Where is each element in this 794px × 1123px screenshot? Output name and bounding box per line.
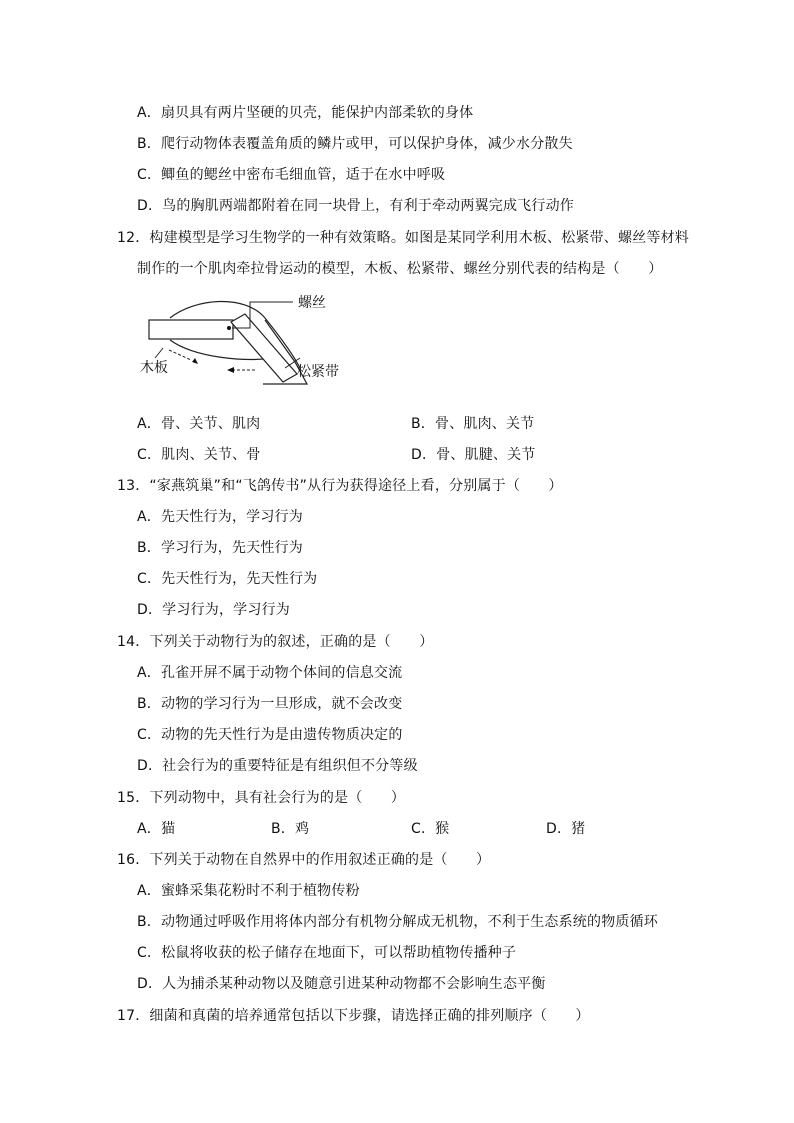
q14-option-d: D．社会行为的重要特征是有组织但不分等级 [137,758,418,774]
q12-stem-line2: 制作的一个肌肉牵拉骨运动的模型，木板、松紧带、螺丝分别代表的结构是（ ） [137,261,663,277]
q14-option-b: B．动物的学习行为一旦形成，就不会改变 [137,696,403,712]
q14-option-a: A．孔雀开屏不属于动物个体间的信息交流 [137,665,403,681]
q11-option-b: B．爬行动物体表覆盖角质的鳞片或甲，可以保护身体，减少水分散失 [137,136,573,152]
label-screw: 螺丝 [298,295,326,311]
dashed-arrow-left [169,350,191,360]
label-board: 木板 [140,360,168,376]
muscle-model-figure [135,288,365,398]
screw-dot [227,326,231,330]
q17-stem: 17．细菌和真菌的培养通常包括以下步骤，请选择正确的排列顺序（ ） [117,1008,590,1024]
arrow-head-right-icon [227,367,234,373]
q15-option-b: B．鸡 [271,821,310,837]
q13-option-a: A．先天性行为，学习行为 [137,509,303,525]
muscle-model-diagram [135,288,365,398]
q11-option-a: A．扇贝具有两片坚硬的贝壳，能保护内部柔软的身体 [137,105,474,121]
q15-stem: 15．下列动物中，具有社会行为的是（ ） [117,790,406,806]
q16-stem: 16．下列关于动物在自然界中的作用叙述正确的是（ ） [117,852,491,868]
q12-option-b: B．骨、肌肉、关节 [411,416,535,432]
q16-option-b: B．动物通过呼吸作用将体内部分有机物分解成无机物，不利于生态系统的物质循环 [137,914,659,930]
board-leader-line [155,348,163,358]
q12-option-d: D．骨、肌腱、关节 [411,447,536,463]
q16-option-d: D．人为捕杀某种动物以及随意引进某种动物都不会影响生态平衡 [137,976,546,992]
q12-option-a: A．骨、关节、肌肉 [137,416,261,432]
q11-option-d: D．鸟的胸肌两端都附着在同一块骨上，有利于牵动两翼完成飞行动作 [137,198,574,214]
q13-option-c: C．先天性行为，先天性行为 [137,571,318,587]
q12-option-c: C．肌肉、关节、骨 [137,447,261,463]
q13-option-b: B．学习行为，先天性行为 [137,540,304,556]
q16-option-c: C．松鼠将收获的松子储存在地面下，可以帮助植物传播种子 [137,945,517,961]
arrow-head-left-icon [192,358,198,364]
q15-option-a: A．猫 [137,821,176,837]
q14-option-c: C．动物的先天性行为是由遗传物质决定的 [137,727,403,743]
q11-option-c: C．鲫鱼的鳃丝中密布毛细血管，适于在水中呼吸 [137,167,446,183]
q15-option-c: C．猴 [411,821,450,837]
q14-stem: 14．下列关于动物行为的叙述，正确的是（ ） [117,634,434,650]
q16-option-a: A．蜜蜂采集花粉时不利于植物传粉 [137,883,360,899]
q12-stem-line1: 12．构建模型是学习生物学的一种有效策略。如图是某同学利用木板、松紧带、螺丝等材料 [117,230,690,246]
horizontal-board [149,320,233,339]
label-elastic-band: 松紧带 [297,364,339,380]
q13-option-d: D．学习行为，学习行为 [137,602,290,618]
q15-option-d: D．猪 [546,821,586,837]
q13-stem: 13．“家燕筑巢”和“飞鸽传书”从行为获得途径上看，分别属于（ ） [117,478,563,494]
